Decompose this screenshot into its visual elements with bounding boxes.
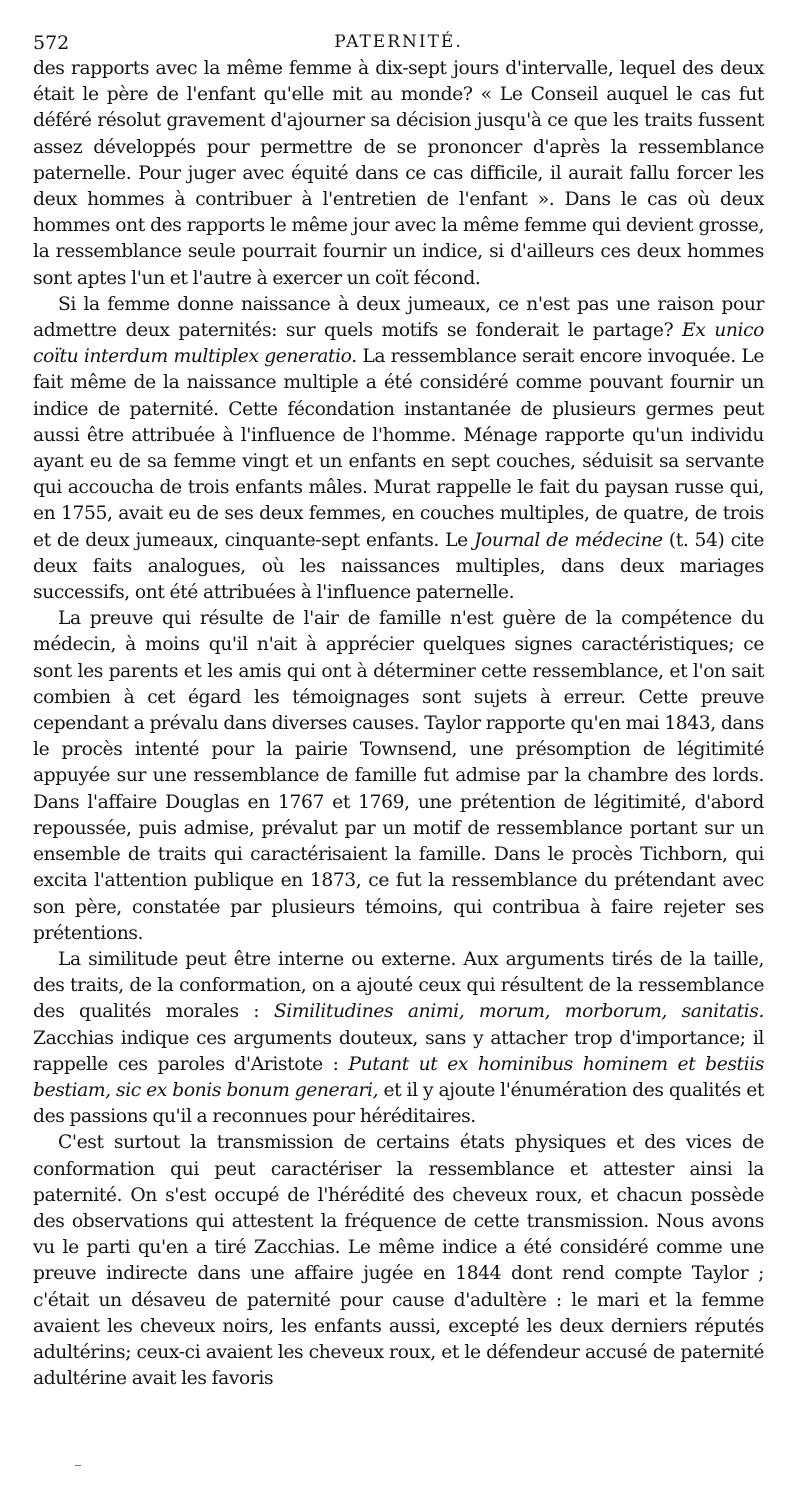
page-header xyxy=(33,22,764,56)
paragraph: Si la femme donne naissance à deux jumeaux, ce n'est pas une raison pour admettre deux paternités: sur quels motifs se fonderait le partage? Ex unico coïtu interdum multiplex generatio. La ressemblance serait encore invoquée. Le fait même de la naissance multiple a été considéré comme pouvant fournir un indice de paternité. Cette fécondation instantanée de plusieurs germes peut aussi être attribuée à l'influence de l'homme. Ménage rapporte qu'un individu ayant eu de sa femme vingt et un enfants en sept couches, séduisit sa servante qui accoucha de trois enfants mâles. Murat rappelle le fait du paysan russe qui, en 1755, avait eu de ses deux femmes, en couches multiples, de quatre, de trois et de deux jumeaux, cinquante-sept enfants. Le Journal de médecine (t. 54) cite deux faits analogues, où les naissances multiples, dans deux mariages successifs, ont été attribuées à l'influence paternelle. xyxy=(33,293,765,604)
book-page xyxy=(33,22,764,1392)
paragraph: La preuve qui résulte de l'air de famille n'est guère de la compétence du médecin, à moins qu'il n'ait à apprécier quelques signes caractéristiques; ce sont les parents et les amis qui ont à déterminer cette ressemblance, et l'on sait combien à cet égard les témoignages sont sujets à erreur. Cette preuve cependant a prévalu dans diverses causes. Taylor rapporte qu'en mai 1843, dans le procès intenté pour la pairie Townsend, une présomption de légitimité appuyée sur une ressemblance de famille fut admise par la chambre des lords. Dans l'affaire Douglas en 1767 et 1769, une prétention de légitimité, d'abord repoussée, puis admise, prévalut par un motif de ressemblance portant sur un ensemble de traits qui caractérisaient la famille. Dans le procès Tichborn, qui excita l'attention publique en 1873, ce fut la ressemblance du prétendant avec son père, constatée par plusieurs témoins, qui contribua à faire rejeter ses prétentions. xyxy=(33,608,764,944)
paragraph: La similitude peut être interne ou externe. Aux arguments tirés de la taille, des traits, de la conformation, on a ajouté ceux qui résultent de la ressemblance des qualités morales : Similitudines animi, morum, morborum, sanitatis. Zacchias indique ces arguments douteux, sans y attacher trop d'importance; il rappelle ces paroles d'Aristote : Putant ut ex hominibus hominem et bestiis bestiam, sic ex bonis bonum generari, et il y ajoute l'énumération des qualités et des passions qu'il a reconnues pour héréditaires. xyxy=(33,948,765,1128)
paragraph: des rapports avec la même femme à dix-sept jours d'intervalle, lequel des deux était le père de l'enfant qu'elle mit au monde? « Le Conseil auquel le cas fut déféré résolut gravement d'ajourner sa décision jusqu'à ce que les traits fussent assez développés pour permettre de se prononcer d'après la ressemblance paternelle. Pour juger avec équité dans ce cas difficile, il aurait fallu forcer les deux hommes à contribuer à l'entretien de l'enfant ». Dans le cas où deux hommes ont des rapports le même jour avec la même femme qui devient grosse, la ressemblance seule pourrait fournir un indice, si d'ailleurs ces deux hommes sont aptes l'un et l'autre à exercer un coït fécond. xyxy=(33,58,764,289)
scan-mark xyxy=(75,1465,81,1466)
paragraph: C'est surtout la transmission de certains états physiques et des vices de conformation qui peut caractériser la ressemblance et attester ainsi la paternité. On s'est occupé de l'hérédité des cheveux roux, et chacun possède des observations qui attestent la fréquence de cette transmission. Nous avons vu le parti qu'en a tiré Zacchias. Le même indice a été considéré comme une preuve indirecte dans une affaire jugée en 1844 dont rend compte Taylor ; c'était un désaveu de paternité pour cause d'adultère : le mari et la femme avaient les cheveux noirs, les enfants aussi, excepté les deux derniers réputés adultérins; ceux-ci avaient les cheveux roux, et le défendeur accusé de paternité adultérine avait les favoris xyxy=(33,1132,764,1390)
journal-title: Journal de médecine xyxy=(473,529,663,551)
latin-quote: Similitudines animi, morum, morborum, sanitatis. xyxy=(273,1001,764,1023)
body-text xyxy=(33,56,764,1392)
latin-quote: Ex unico coïtu interdum multiplex generatio. xyxy=(33,320,765,368)
running-title: PATERNITÉ. xyxy=(334,32,463,52)
latin-quote: Putant ut ex hominibus hominem et bestiis bestiam, sic ex bonis bonum generari, xyxy=(33,1053,765,1101)
page-number: 572 xyxy=(33,32,70,54)
